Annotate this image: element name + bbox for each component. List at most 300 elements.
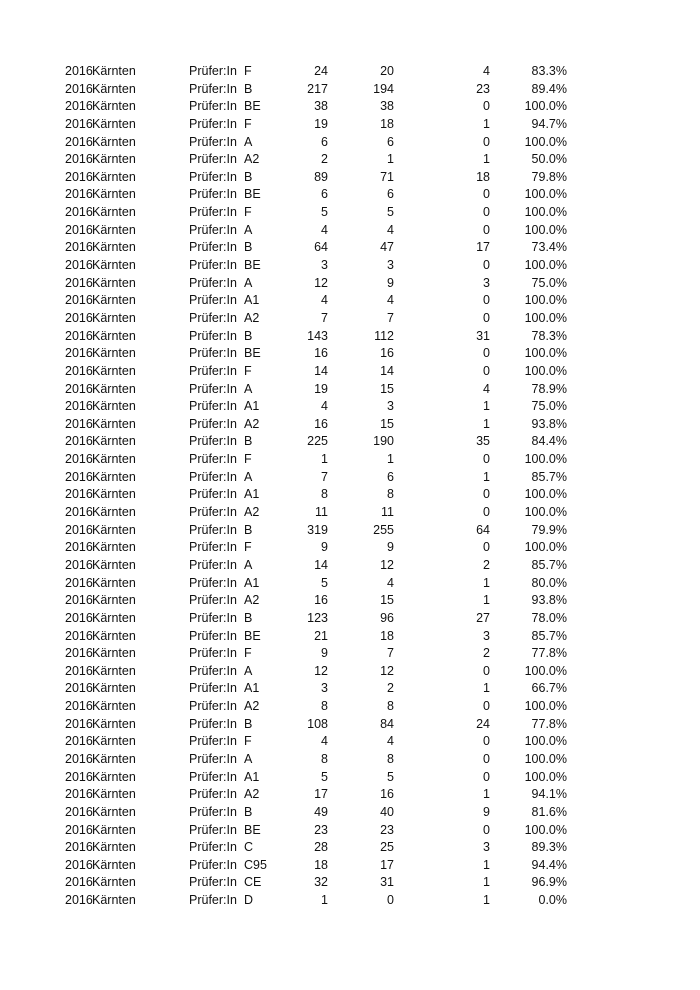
table-row bbox=[0, 769, 700, 787]
class-cell: BE bbox=[244, 258, 261, 273]
year-cell: 2016 bbox=[65, 522, 93, 537]
rate-cell: 78.3% bbox=[531, 328, 567, 343]
table-row bbox=[0, 381, 700, 399]
rate-cell: 89.3% bbox=[531, 840, 567, 855]
class-cell: BE bbox=[244, 346, 261, 361]
class-cell: CE bbox=[244, 875, 262, 890]
role-cell: Prüfer:In bbox=[189, 240, 237, 255]
failed-cell: 31 bbox=[476, 328, 490, 343]
year-cell: 2016 bbox=[65, 64, 93, 78]
role-cell: Prüfer:In bbox=[189, 840, 237, 855]
total-cell: 8 bbox=[321, 487, 328, 502]
class-cell: B bbox=[244, 81, 253, 96]
region-cell: Kärnten bbox=[92, 505, 136, 520]
role-cell: Prüfer:In bbox=[189, 328, 237, 343]
class-cell: A2 bbox=[244, 699, 260, 714]
rate-cell: 100.0% bbox=[524, 699, 567, 714]
rate-cell: 100.0% bbox=[524, 222, 567, 237]
class-cell: A2 bbox=[244, 593, 260, 608]
role-cell: Prüfer:In bbox=[189, 222, 237, 237]
total-cell: 38 bbox=[314, 99, 328, 114]
table-row bbox=[0, 292, 700, 310]
region-cell: Kärnten bbox=[92, 152, 136, 167]
class-cell: C bbox=[244, 840, 254, 855]
year-cell: 2016 bbox=[65, 646, 93, 661]
region-cell: Kärnten bbox=[92, 875, 136, 890]
year-cell: 2016 bbox=[65, 152, 93, 167]
failed-cell: 0 bbox=[483, 663, 490, 678]
year-cell: 2016 bbox=[65, 434, 93, 449]
role-cell: Prüfer:In bbox=[189, 399, 237, 414]
role-cell: Prüfer:In bbox=[189, 381, 237, 396]
rate-cell: 100.0% bbox=[524, 769, 567, 784]
failed-cell: 27 bbox=[476, 610, 490, 625]
rate-cell: 100.0% bbox=[524, 346, 567, 361]
total-cell: 21 bbox=[314, 628, 328, 643]
passed-cell: 2 bbox=[387, 681, 394, 696]
class-cell: F bbox=[244, 540, 252, 555]
table-row bbox=[0, 134, 700, 152]
table-row bbox=[0, 857, 700, 875]
year-cell: 2016 bbox=[65, 275, 93, 290]
region-cell: Kärnten bbox=[92, 840, 136, 855]
region-cell: Kärnten bbox=[92, 116, 136, 131]
failed-cell: 0 bbox=[483, 293, 490, 308]
table-row bbox=[0, 469, 700, 487]
region-cell: Kärnten bbox=[92, 540, 136, 555]
class-cell: C95 bbox=[244, 857, 267, 872]
failed-cell: 64 bbox=[476, 522, 490, 537]
class-cell: BE bbox=[244, 628, 261, 643]
total-cell: 4 bbox=[321, 399, 328, 414]
passed-cell: 23 bbox=[380, 822, 394, 837]
rate-cell: 73.4% bbox=[531, 240, 567, 255]
total-cell: 18 bbox=[314, 857, 328, 872]
passed-cell: 47 bbox=[380, 240, 394, 255]
class-cell: F bbox=[244, 64, 252, 78]
year-cell: 2016 bbox=[65, 734, 93, 749]
failed-cell: 1 bbox=[483, 575, 490, 590]
table-row bbox=[0, 98, 700, 116]
region-cell: Kärnten bbox=[92, 769, 136, 784]
region-cell: Kärnten bbox=[92, 416, 136, 431]
region-cell: Kärnten bbox=[92, 99, 136, 114]
table-row bbox=[0, 398, 700, 416]
region-cell: Kärnten bbox=[92, 240, 136, 255]
class-cell: A bbox=[244, 134, 253, 149]
class-cell: A1 bbox=[244, 769, 260, 784]
class-cell: A2 bbox=[244, 152, 260, 167]
passed-cell: 194 bbox=[373, 81, 394, 96]
role-cell: Prüfer:In bbox=[189, 293, 237, 308]
total-cell: 49 bbox=[314, 804, 328, 819]
year-cell: 2016 bbox=[65, 187, 93, 202]
table-row bbox=[0, 839, 700, 857]
total-cell: 6 bbox=[321, 134, 328, 149]
passed-cell: 8 bbox=[387, 699, 394, 714]
class-cell: B bbox=[244, 610, 253, 625]
passed-cell: 11 bbox=[381, 505, 394, 520]
class-cell: A bbox=[244, 469, 253, 484]
class-cell: B bbox=[244, 240, 253, 255]
class-cell: F bbox=[244, 116, 252, 131]
year-cell: 2016 bbox=[65, 769, 93, 784]
total-cell: 16 bbox=[314, 593, 328, 608]
region-cell: Kärnten bbox=[92, 469, 136, 484]
passed-cell: 17 bbox=[380, 857, 394, 872]
region-cell: Kärnten bbox=[92, 646, 136, 661]
rate-cell: 66.7% bbox=[531, 681, 567, 696]
region-cell: Kärnten bbox=[92, 346, 136, 361]
rate-cell: 83.3% bbox=[531, 64, 567, 78]
table-row bbox=[0, 345, 700, 363]
table-row bbox=[0, 716, 700, 734]
class-cell: B bbox=[244, 169, 253, 184]
region-cell: Kärnten bbox=[92, 293, 136, 308]
table-row bbox=[0, 486, 700, 504]
passed-cell: 25 bbox=[380, 840, 394, 855]
year-cell: 2016 bbox=[65, 822, 93, 837]
table-row bbox=[0, 751, 700, 769]
rate-cell: 100.0% bbox=[524, 187, 567, 202]
table-row bbox=[0, 698, 700, 716]
region-cell: Kärnten bbox=[92, 663, 136, 678]
region-cell: Kärnten bbox=[92, 64, 136, 78]
year-cell: 2016 bbox=[65, 310, 93, 325]
region-cell: Kärnten bbox=[92, 381, 136, 396]
passed-cell: 15 bbox=[380, 416, 394, 431]
class-cell: BE bbox=[244, 187, 261, 202]
passed-cell: 16 bbox=[380, 787, 394, 802]
failed-cell: 1 bbox=[483, 399, 490, 414]
failed-cell: 2 bbox=[483, 646, 490, 661]
passed-cell: 9 bbox=[387, 275, 394, 290]
year-cell: 2016 bbox=[65, 610, 93, 625]
rate-cell: 100.0% bbox=[524, 99, 567, 114]
total-cell: 1 bbox=[321, 893, 328, 908]
table-row bbox=[0, 275, 700, 293]
class-cell: B bbox=[244, 522, 253, 537]
failed-cell: 0 bbox=[483, 310, 490, 325]
rate-cell: 100.0% bbox=[524, 452, 567, 467]
rate-cell: 84.4% bbox=[531, 434, 567, 449]
table-row bbox=[0, 592, 700, 610]
year-cell: 2016 bbox=[65, 222, 93, 237]
rate-cell: 100.0% bbox=[524, 734, 567, 749]
role-cell: Prüfer:In bbox=[189, 258, 237, 273]
role-cell: Prüfer:In bbox=[189, 487, 237, 502]
rate-cell: 78.9% bbox=[531, 381, 567, 396]
year-cell: 2016 bbox=[65, 487, 93, 502]
class-cell: A bbox=[244, 663, 253, 678]
class-cell: F bbox=[244, 363, 252, 378]
class-cell: BE bbox=[244, 99, 261, 114]
year-cell: 2016 bbox=[65, 875, 93, 890]
total-cell: 225 bbox=[307, 434, 328, 449]
year-cell: 2016 bbox=[65, 716, 93, 731]
class-cell: A1 bbox=[244, 487, 260, 502]
year-cell: 2016 bbox=[65, 893, 93, 908]
table-row bbox=[0, 804, 700, 822]
role-cell: Prüfer:In bbox=[189, 875, 237, 890]
passed-cell: 8 bbox=[387, 487, 394, 502]
role-cell: Prüfer:In bbox=[189, 275, 237, 290]
rate-cell: 0.0% bbox=[538, 893, 567, 908]
total-cell: 17 bbox=[314, 787, 328, 802]
class-cell: A bbox=[244, 275, 253, 290]
year-cell: 2016 bbox=[65, 99, 93, 114]
passed-cell: 7 bbox=[387, 310, 394, 325]
role-cell: Prüfer:In bbox=[189, 734, 237, 749]
total-cell: 28 bbox=[314, 840, 328, 855]
total-cell: 143 bbox=[307, 328, 328, 343]
class-cell: A bbox=[244, 557, 253, 572]
passed-cell: 18 bbox=[380, 628, 394, 643]
year-cell: 2016 bbox=[65, 240, 93, 255]
total-cell: 16 bbox=[314, 416, 328, 431]
role-cell: Prüfer:In bbox=[189, 575, 237, 590]
failed-cell: 0 bbox=[483, 258, 490, 273]
passed-cell: 84 bbox=[380, 716, 394, 731]
total-cell: 9 bbox=[321, 540, 328, 555]
year-cell: 2016 bbox=[65, 469, 93, 484]
passed-cell: 20 bbox=[380, 64, 394, 78]
table-row bbox=[0, 874, 700, 892]
role-cell: Prüfer:In bbox=[189, 893, 237, 908]
role-cell: Prüfer:In bbox=[189, 857, 237, 872]
total-cell: 89 bbox=[314, 169, 328, 184]
passed-cell: 40 bbox=[380, 804, 394, 819]
table-row bbox=[0, 433, 700, 451]
total-cell: 3 bbox=[321, 258, 328, 273]
failed-cell: 0 bbox=[483, 699, 490, 714]
table-row bbox=[0, 151, 700, 169]
year-cell: 2016 bbox=[65, 575, 93, 590]
role-cell: Prüfer:In bbox=[189, 628, 237, 643]
region-cell: Kärnten bbox=[92, 81, 136, 96]
failed-cell: 17 bbox=[476, 240, 490, 255]
total-cell: 123 bbox=[307, 610, 328, 625]
class-cell: F bbox=[244, 205, 252, 220]
rate-cell: 85.7% bbox=[531, 628, 567, 643]
table-row bbox=[0, 892, 700, 910]
class-cell: B bbox=[244, 804, 253, 819]
total-cell: 19 bbox=[314, 381, 328, 396]
region-cell: Kärnten bbox=[92, 716, 136, 731]
table-row bbox=[0, 628, 700, 646]
role-cell: Prüfer:In bbox=[189, 557, 237, 572]
failed-cell: 1 bbox=[483, 875, 490, 890]
rate-cell: 89.4% bbox=[531, 81, 567, 96]
rate-cell: 85.7% bbox=[531, 469, 567, 484]
table-row bbox=[0, 328, 700, 346]
failed-cell: 0 bbox=[483, 346, 490, 361]
year-cell: 2016 bbox=[65, 840, 93, 855]
rate-cell: 93.8% bbox=[531, 593, 567, 608]
class-cell: F bbox=[244, 452, 252, 467]
class-cell: A bbox=[244, 222, 253, 237]
passed-cell: 3 bbox=[387, 399, 394, 414]
class-cell: A2 bbox=[244, 416, 260, 431]
failed-cell: 0 bbox=[483, 769, 490, 784]
passed-cell: 112 bbox=[374, 328, 394, 343]
rate-cell: 100.0% bbox=[524, 205, 567, 220]
rate-cell: 100.0% bbox=[524, 822, 567, 837]
rate-cell: 81.6% bbox=[531, 804, 567, 819]
total-cell: 23 bbox=[314, 822, 328, 837]
table-row bbox=[0, 733, 700, 751]
role-cell: Prüfer:In bbox=[189, 769, 237, 784]
failed-cell: 0 bbox=[483, 134, 490, 149]
passed-cell: 1 bbox=[387, 152, 394, 167]
year-cell: 2016 bbox=[65, 804, 93, 819]
role-cell: Prüfer:In bbox=[189, 346, 237, 361]
failed-cell: 4 bbox=[483, 381, 490, 396]
failed-cell: 1 bbox=[483, 469, 490, 484]
role-cell: Prüfer:In bbox=[189, 593, 237, 608]
region-cell: Kärnten bbox=[92, 681, 136, 696]
rate-cell: 78.0% bbox=[531, 610, 567, 625]
table-row bbox=[0, 81, 700, 99]
role-cell: Prüfer:In bbox=[189, 169, 237, 184]
failed-cell: 3 bbox=[483, 275, 490, 290]
passed-cell: 4 bbox=[387, 293, 394, 308]
rate-cell: 100.0% bbox=[524, 663, 567, 678]
class-cell: A2 bbox=[244, 787, 260, 802]
class-cell: D bbox=[244, 893, 254, 908]
role-cell: Prüfer:In bbox=[189, 99, 237, 114]
rate-cell: 100.0% bbox=[524, 363, 567, 378]
passed-cell: 6 bbox=[387, 134, 394, 149]
failed-cell: 3 bbox=[483, 628, 490, 643]
region-cell: Kärnten bbox=[92, 275, 136, 290]
failed-cell: 0 bbox=[483, 363, 490, 378]
region-cell: Kärnten bbox=[92, 363, 136, 378]
year-cell: 2016 bbox=[65, 258, 93, 273]
role-cell: Prüfer:In bbox=[189, 804, 237, 819]
rate-cell: 94.1% bbox=[531, 787, 567, 802]
class-cell: A1 bbox=[244, 293, 260, 308]
rate-cell: 85.7% bbox=[531, 557, 567, 572]
rate-cell: 75.0% bbox=[531, 275, 567, 290]
role-cell: Prüfer:In bbox=[189, 434, 237, 449]
passed-cell: 15 bbox=[380, 381, 394, 396]
region-cell: Kärnten bbox=[92, 222, 136, 237]
region-cell: Kärnten bbox=[92, 169, 136, 184]
region-cell: Kärnten bbox=[92, 522, 136, 537]
failed-cell: 1 bbox=[483, 416, 490, 431]
total-cell: 8 bbox=[321, 751, 328, 766]
role-cell: Prüfer:In bbox=[189, 469, 237, 484]
total-cell: 19 bbox=[314, 116, 328, 131]
rate-cell: 75.0% bbox=[531, 399, 567, 414]
passed-cell: 7 bbox=[387, 646, 394, 661]
rate-cell: 77.8% bbox=[531, 716, 567, 731]
class-cell: BE bbox=[244, 822, 261, 837]
total-cell: 32 bbox=[314, 875, 328, 890]
region-cell: Kärnten bbox=[92, 822, 136, 837]
year-cell: 2016 bbox=[65, 293, 93, 308]
year-cell: 2016 bbox=[65, 381, 93, 396]
rate-cell: 100.0% bbox=[524, 751, 567, 766]
region-cell: Kärnten bbox=[92, 734, 136, 749]
total-cell: 16 bbox=[314, 346, 328, 361]
year-cell: 2016 bbox=[65, 134, 93, 149]
rate-cell: 100.0% bbox=[524, 540, 567, 555]
table-row bbox=[0, 504, 700, 522]
class-cell: B bbox=[244, 328, 253, 343]
region-cell: Kärnten bbox=[92, 751, 136, 766]
failed-cell: 1 bbox=[483, 152, 490, 167]
passed-cell: 4 bbox=[387, 734, 394, 749]
role-cell: Prüfer:In bbox=[189, 505, 237, 520]
passed-cell: 18 bbox=[380, 116, 394, 131]
failed-cell: 1 bbox=[483, 681, 490, 696]
rate-cell: 100.0% bbox=[524, 487, 567, 502]
rate-cell: 100.0% bbox=[524, 293, 567, 308]
rate-cell: 94.7% bbox=[531, 116, 567, 131]
rate-cell: 79.8% bbox=[531, 169, 567, 184]
passed-cell: 190 bbox=[373, 434, 394, 449]
passed-cell: 4 bbox=[387, 222, 394, 237]
year-cell: 2016 bbox=[65, 663, 93, 678]
role-cell: Prüfer:In bbox=[189, 787, 237, 802]
total-cell: 12 bbox=[314, 663, 328, 678]
class-cell: A2 bbox=[244, 505, 260, 520]
year-cell: 2016 bbox=[65, 363, 93, 378]
failed-cell: 0 bbox=[483, 822, 490, 837]
year-cell: 2016 bbox=[65, 81, 93, 96]
passed-cell: 4 bbox=[387, 575, 394, 590]
passed-cell: 3 bbox=[387, 258, 394, 273]
region-cell: Kärnten bbox=[92, 310, 136, 325]
year-cell: 2016 bbox=[65, 751, 93, 766]
table-row bbox=[0, 680, 700, 698]
region-cell: Kärnten bbox=[92, 610, 136, 625]
year-cell: 2016 bbox=[65, 205, 93, 220]
total-cell: 24 bbox=[314, 64, 328, 78]
table-row bbox=[0, 539, 700, 557]
class-cell: B bbox=[244, 434, 253, 449]
failed-cell: 0 bbox=[483, 734, 490, 749]
total-cell: 5 bbox=[321, 575, 328, 590]
total-cell: 7 bbox=[321, 469, 328, 484]
passed-cell: 71 bbox=[380, 169, 394, 184]
passed-cell: 31 bbox=[380, 875, 394, 890]
rate-cell: 77.8% bbox=[531, 646, 567, 661]
total-cell: 1 bbox=[321, 452, 328, 467]
passed-cell: 5 bbox=[387, 769, 394, 784]
failed-cell: 9 bbox=[483, 804, 490, 819]
class-cell: A2 bbox=[244, 310, 260, 325]
role-cell: Prüfer:In bbox=[189, 540, 237, 555]
region-cell: Kärnten bbox=[92, 593, 136, 608]
passed-cell: 0 bbox=[387, 893, 394, 908]
region-cell: Kärnten bbox=[92, 399, 136, 414]
failed-cell: 0 bbox=[483, 99, 490, 114]
table-row bbox=[0, 575, 700, 593]
table-row bbox=[0, 222, 700, 240]
total-cell: 4 bbox=[321, 222, 328, 237]
region-cell: Kärnten bbox=[92, 857, 136, 872]
table-row bbox=[0, 363, 700, 381]
total-cell: 6 bbox=[321, 187, 328, 202]
passed-cell: 6 bbox=[387, 187, 394, 202]
failed-cell: 1 bbox=[483, 787, 490, 802]
total-cell: 4 bbox=[321, 734, 328, 749]
year-cell: 2016 bbox=[65, 787, 93, 802]
rate-cell: 100.0% bbox=[524, 258, 567, 273]
